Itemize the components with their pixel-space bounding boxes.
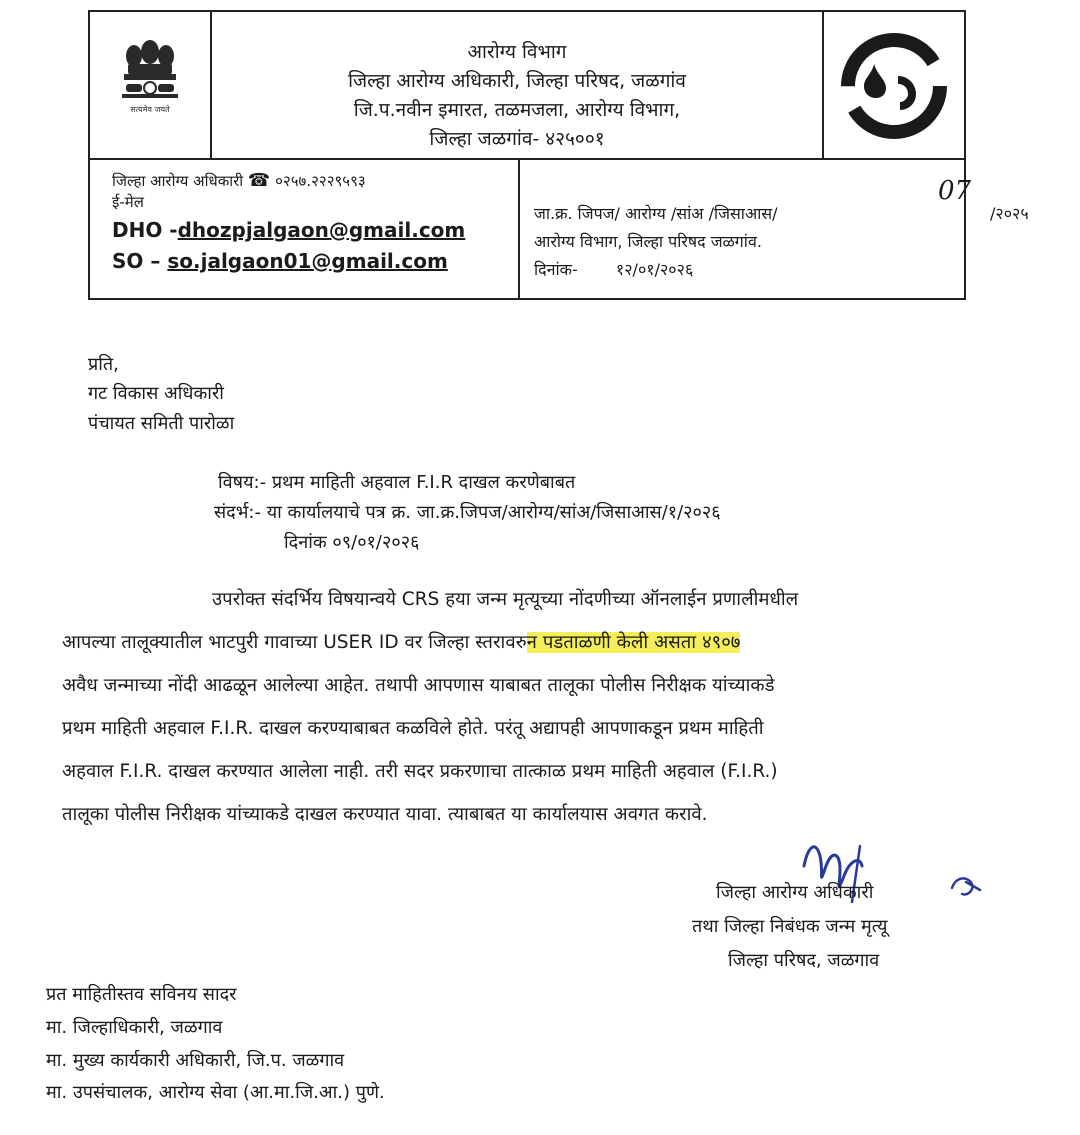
reference-year: /२०२५ <box>990 204 1029 223</box>
office-address: जि.प.नवीन इमारत, तळमजला, आरोग्य विभाग, <box>353 99 681 121</box>
telephone-icon: ☎ <box>247 170 271 191</box>
office-name: जिल्हा आरोग्य अधिकारी, जिल्हा परिषद, जळगांव <box>348 70 686 92</box>
signature-initial-mark <box>946 872 986 902</box>
national-emblem-icon <box>90 12 210 158</box>
emblem-motto: सत्यमेव जयते <box>130 105 170 114</box>
letterhead-top-row <box>90 12 964 160</box>
reference-text: या कार्यालयाचे पत्र क्र. जा.क्र.जिपज/आरोग्य/सांअ/जिसाआस/१/२०२६ <box>266 502 721 523</box>
logo-cell <box>822 12 964 158</box>
dho-email-line <box>112 218 465 242</box>
phone-number: ०२५७.२२२९५९३ <box>275 172 366 190</box>
body-line-1: उपरोक्त संदर्भिय विषयान्वये CRS हया जन्म मृत्यूच्या नोंदणीच्या ऑनलाईन प्रणालीमधील <box>212 589 799 610</box>
email-label: ई-मेल <box>112 193 144 211</box>
subject-line <box>218 470 575 494</box>
department-name: आरोग्य विभाग <box>467 41 567 63</box>
officer-label: जिल्हा आरोग्य अधिकारी <box>112 172 244 190</box>
so-email-link[interactable]: so.jalgaon01@gmail.com <box>167 249 448 273</box>
signature-title-1: जिल्हा आरोग्य अधिकारी <box>716 882 874 903</box>
body-line-4: प्रथम माहिती अहवाल F.I.R. दाखल करण्याबाबत कळविले होते. परंतू अद्यापही आपणाकडून प्रथम माहिती <box>62 718 764 739</box>
signature-title-3: जिल्हा परिषद, जळगाव <box>728 950 880 971</box>
health-department-logo-icon <box>824 12 964 158</box>
reference-number: जा.क्र. जिपज/ आरोग्य /सांअ /जिसाआस/ <box>534 204 778 223</box>
copy-to-heading: प्रत माहितीस्तव सविनय सादर <box>46 984 237 1005</box>
copy-to-item: मा. जिल्हाधिकारी, जळगाव <box>46 1017 223 1038</box>
body-line-5: अहवाल F.I.R. दाखल करण्यात आलेला नाही. तरी सदर प्रकरणाचा तात्काळ प्रथम माहिती अहवाल (F.I.R.) <box>62 761 778 782</box>
body-line-2-text: आपल्या तालूक्यातील भाटपुरी गावाच्या USER ID वर जिल्हा स्तरावरु <box>62 632 527 653</box>
reference-line <box>214 500 721 524</box>
reference-cell <box>520 158 1029 298</box>
subject-label: विषय:- <box>218 472 267 493</box>
addressee-line2: पंचायत समिती पारोळा <box>88 413 235 434</box>
handwritten-reference-number: 07 <box>938 176 972 206</box>
contact-cell <box>90 158 520 298</box>
dho-label: DHO - <box>112 218 178 242</box>
letterhead-address <box>212 38 822 154</box>
body-line-6: तालूका पोलीस निरीक्षक यांच्याकडे दाखल करण्यात यावा. त्याबाबत या कार्यालयास अवगत करावे. <box>62 804 708 825</box>
letterhead-box <box>88 10 1029 300</box>
so-label: SO – <box>112 249 161 273</box>
addressee-to: प्रति, <box>88 354 119 375</box>
reference-department: आरोग्य विभाग, जिल्हा परिषद जळगांव. <box>534 232 762 251</box>
signature-title-2: तथा जिल्हा निबंधक जन्म मृत्यू <box>692 916 888 937</box>
body-line-2 <box>62 621 977 664</box>
highlighted-count-text: न पडताळणी केली असता ४९०७ <box>526 632 741 653</box>
letterhead-bottom-row <box>90 158 1029 298</box>
so-email-line <box>112 249 448 273</box>
addressee-line1: गट विकास अधिकारी <box>88 383 224 404</box>
date-label: दिनांक- <box>534 260 578 279</box>
contact-phone-line <box>112 170 366 191</box>
office-city: जिल्हा जळगांव- ४२५००१ <box>429 128 605 150</box>
letter-body <box>62 578 977 836</box>
emblem-cell <box>90 12 212 158</box>
reference-date-line <box>534 258 693 280</box>
copy-to-item: मा. उपसंचालक, आरोग्य सेवा (आ.मा.जि.आ.) पुणे. <box>46 1082 385 1103</box>
reference-label: संदर्भ:- <box>214 502 261 523</box>
dho-email-link[interactable]: dhozpjalgaon@gmail.com <box>177 218 466 242</box>
subject-text: प्रथम माहिती अहवाल F.I.R दाखल करणेबाबत <box>271 472 576 493</box>
copy-to-item: मा. मुख्य कार्यकारी अधिकारी, जि.प. जळगाव <box>46 1050 345 1071</box>
date-value: १२/०१/२०२६ <box>615 260 694 279</box>
body-line-3: अवैध जन्माच्या नोंदी आढळून आलेल्या आहेत. तथापी आपणास याबाबत तालूका पोलीस निरीक्षक यांच्याकडे <box>62 675 775 696</box>
reference-date: दिनांक ०९/०१/२०२६ <box>284 532 420 553</box>
